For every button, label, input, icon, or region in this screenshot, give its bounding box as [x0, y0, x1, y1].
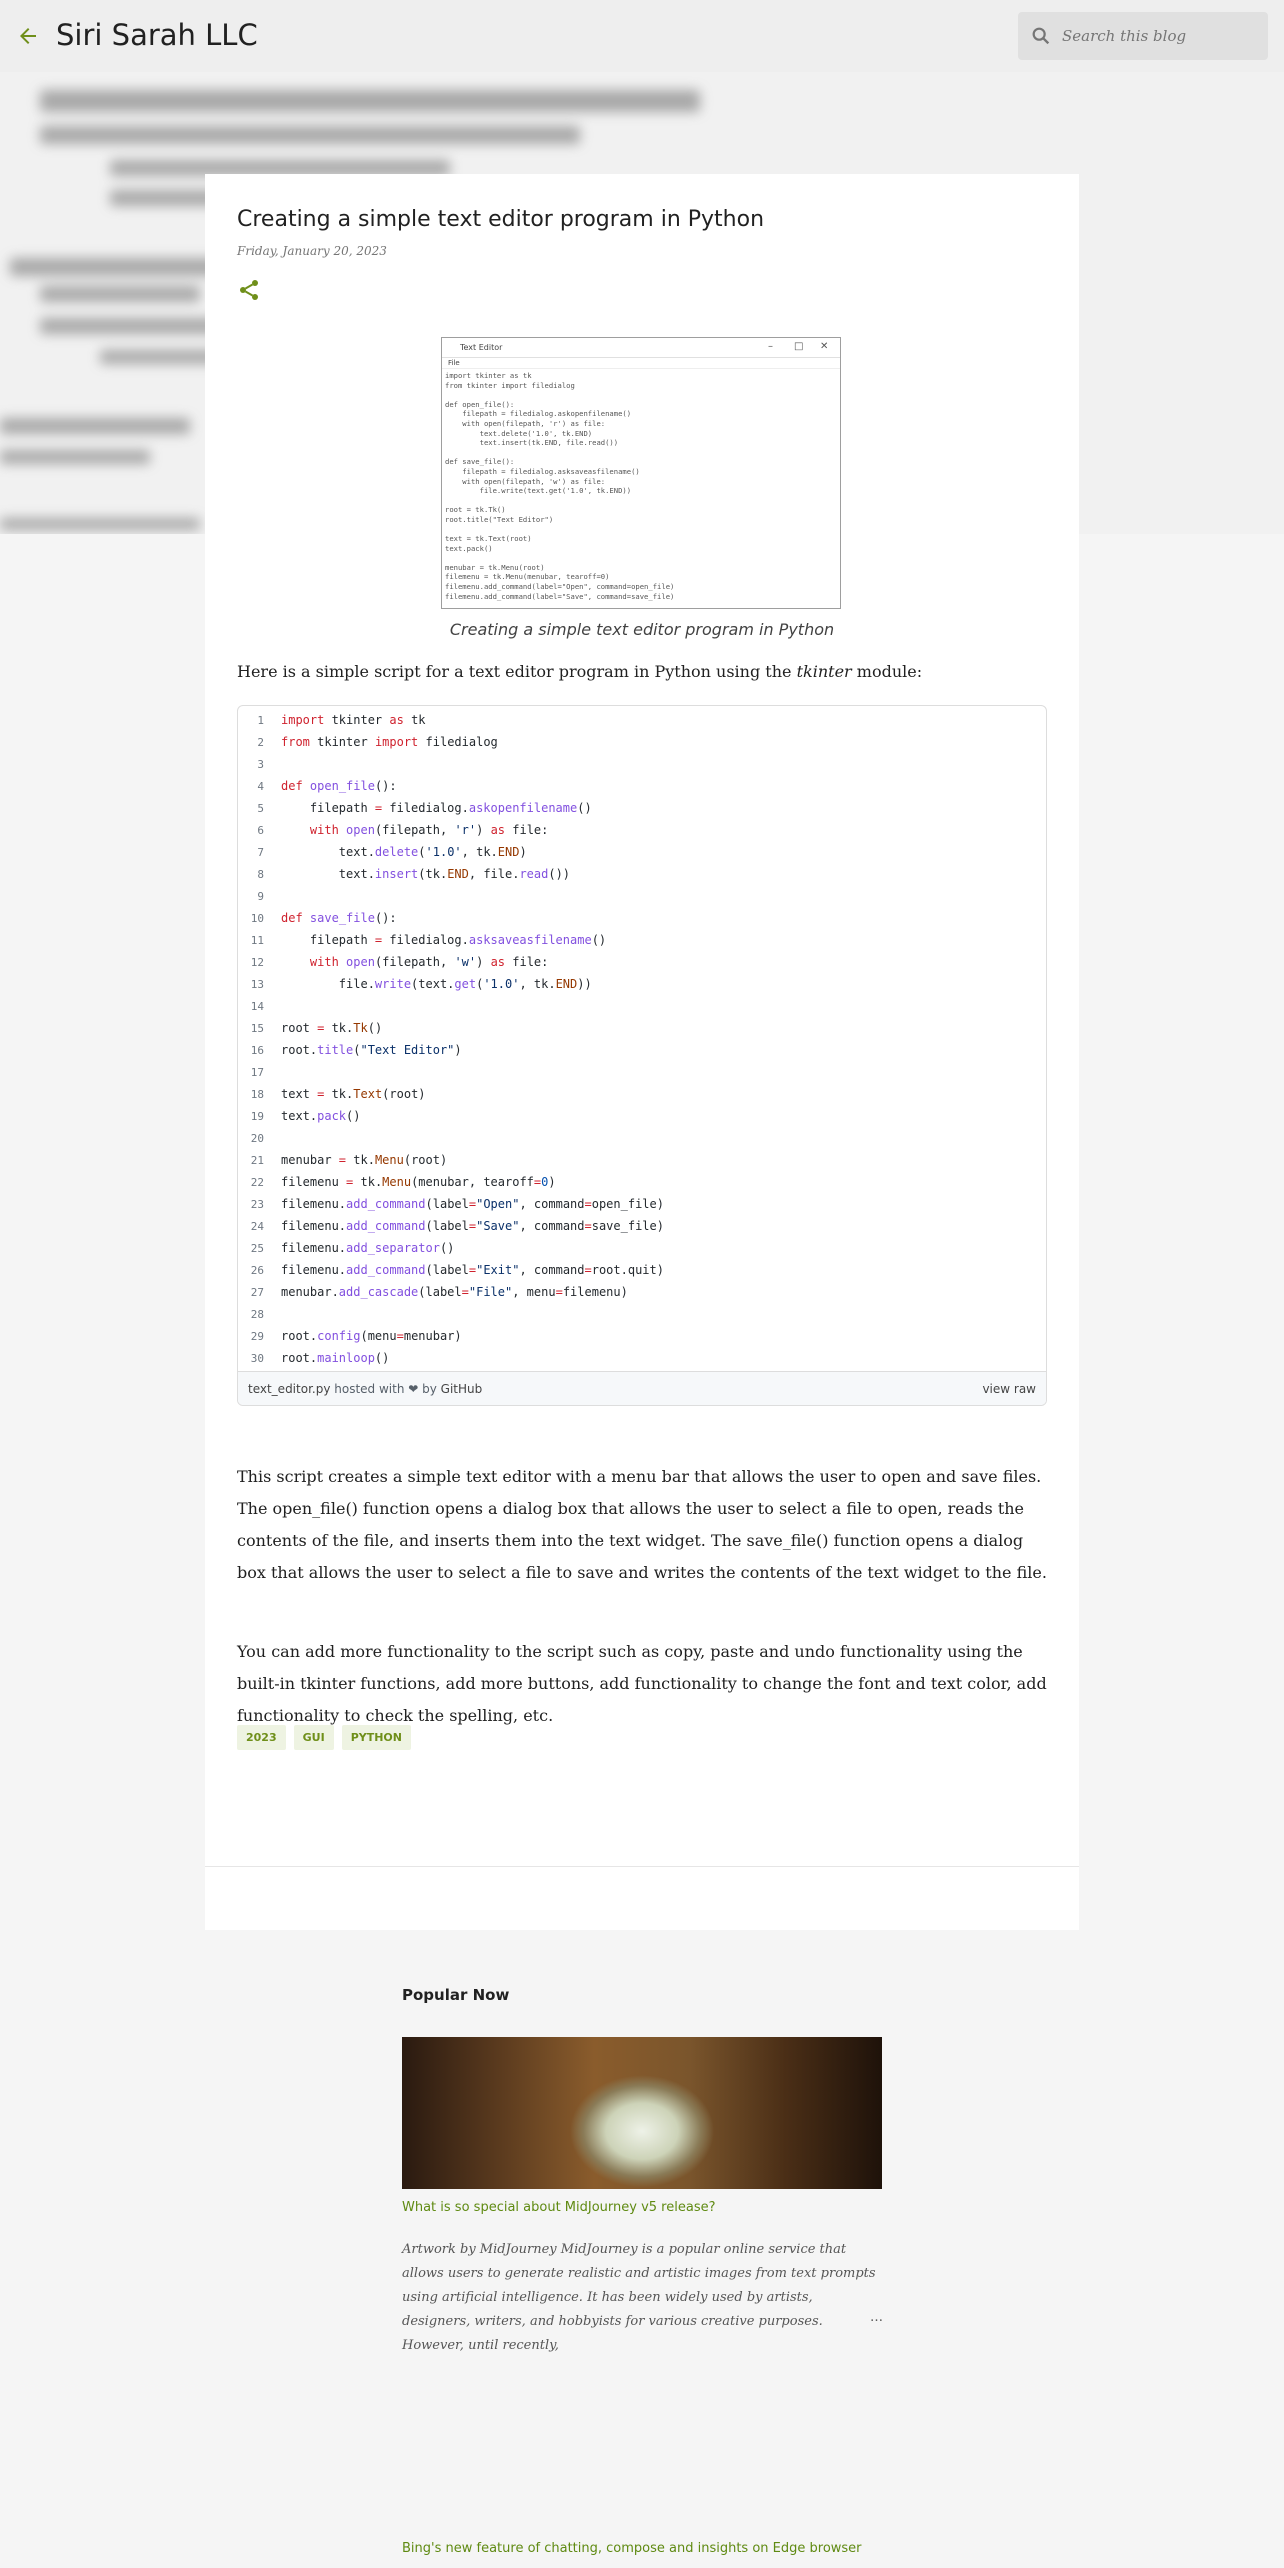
code-text: filemenu.add_command(label="Open", command=open_file) [281, 1197, 664, 1211]
code-line [238, 1193, 1046, 1215]
line-number[interactable]: 3 [257, 757, 264, 771]
line-number[interactable]: 23 [250, 1197, 264, 1211]
code-line [238, 731, 1046, 753]
gist-footer [238, 1371, 1046, 1405]
code-line [238, 1083, 1046, 1105]
line-number[interactable]: 4 [257, 779, 264, 793]
code-text: text.delete('1.0', tk.END) [281, 845, 527, 859]
gist-file-link[interactable]: text_editor.py [248, 1382, 331, 1396]
line-number[interactable]: 1 [257, 713, 264, 727]
view-raw-link[interactable]: view raw [982, 1382, 1036, 1396]
card-divider [205, 1866, 1079, 1867]
body-paragraph-1: This script creates a simple text editor with a menu bar that allows the user to open and save files. The open_file() function opens a dialog box that allows the user to select a file to open, reads the contents of the file, and inserts them into the text widget. The save_file() function opens a dialog box that allows the user to select a file to save and writes the contents of the text widget to the file. [237, 1467, 1047, 1582]
code-line [238, 1149, 1046, 1171]
line-number[interactable]: 28 [250, 1307, 264, 1321]
gist-code [238, 706, 1046, 1371]
figure-window-titlebar [442, 338, 840, 358]
code-line [238, 1303, 1046, 1325]
code-text: root.title("Text Editor") [281, 1043, 462, 1057]
blog-title[interactable]: Siri Sarah LLC [56, 18, 258, 52]
code-line [238, 775, 1046, 797]
code-line [238, 907, 1046, 929]
code-text: text.insert(tk.END, file.read()) [281, 867, 571, 881]
line-number[interactable]: 29 [250, 1329, 264, 1343]
code-line [238, 797, 1046, 819]
gist-hosted-text: hosted with ❤ by [330, 1382, 441, 1396]
code-text: filemenu.add_command(label="Exit", command=root.quit) [281, 1263, 664, 1277]
figure-window-title: Text Editor [460, 343, 503, 352]
intro-module-name: tkinter [796, 662, 852, 681]
line-number[interactable]: 19 [250, 1109, 264, 1123]
line-number[interactable]: 17 [250, 1065, 264, 1079]
code-text: root.mainloop() [281, 1351, 390, 1365]
code-line [238, 753, 1046, 775]
gist-meta [248, 1382, 482, 1396]
code-text: filemenu.add_separator() [281, 1241, 455, 1255]
code-text: text = tk.Text(root) [281, 1087, 426, 1101]
code-text: from tkinter import filedialog [281, 735, 498, 749]
code-line [238, 885, 1046, 907]
code-text: text.pack() [281, 1109, 361, 1123]
search-box[interactable] [1018, 12, 1268, 60]
code-line [238, 1215, 1046, 1237]
code-line [238, 1061, 1046, 1083]
code-line [238, 1105, 1046, 1127]
line-number[interactable]: 13 [250, 977, 264, 991]
line-number[interactable]: 15 [250, 1021, 264, 1035]
code-line [238, 863, 1046, 885]
code-text: filemenu.add_command(label="Save", command=save_file) [281, 1219, 664, 1233]
code-line [238, 929, 1046, 951]
code-text: root = tk.Tk() [281, 1021, 383, 1035]
code-line [238, 1281, 1046, 1303]
popular-post-ellipsis[interactable]: … [870, 2310, 883, 2325]
line-number[interactable]: 14 [250, 999, 264, 1013]
github-gist [237, 705, 1047, 1406]
code-text: filemenu = tk.Menu(menubar, tearoff=0) [281, 1175, 556, 1189]
post-card [205, 174, 1079, 1930]
intro-paragraph [237, 662, 922, 681]
line-number[interactable]: 11 [250, 933, 264, 947]
line-number[interactable]: 12 [250, 955, 264, 969]
figure-caption: Creating a simple text editor program in Python [449, 620, 835, 639]
tag-2023[interactable]: 2023 [237, 1725, 286, 1750]
line-number[interactable]: 27 [250, 1285, 264, 1299]
code-text: menubar.add_cascade(label="File", menu=filemenu) [281, 1285, 628, 1299]
body-paragraph-2: You can add more functionality to the script such as copy, paste and undo functionality using the built-in tkinter functions, add more buttons, add functionality to change the font and text color, add functionality to check the spelling, etc. [237, 1642, 1047, 1725]
line-number[interactable]: 2 [257, 735, 264, 749]
popular-post-title-1[interactable]: What is so special about MidJourney v5 release? [402, 2200, 716, 2215]
line-number[interactable]: 10 [250, 911, 264, 925]
code-line [238, 973, 1046, 995]
tag-python[interactable]: PYTHON [342, 1725, 411, 1750]
code-text: def open_file(): [281, 779, 397, 793]
figure-menu-label: File [442, 358, 840, 369]
post-figure-screenshot[interactable] [441, 337, 841, 609]
code-text: root.config(menu=menubar) [281, 1329, 462, 1343]
line-number[interactable]: 5 [257, 801, 264, 815]
post-title: Creating a simple text editor program in Python [237, 207, 765, 232]
line-number[interactable]: 18 [250, 1087, 264, 1101]
code-text: file.write(text.get('1.0', tk.END)) [281, 977, 592, 991]
blog-header [0, 0, 1284, 72]
code-text: with open(filepath, 'r') as file: [309, 823, 549, 837]
popular-heading: Popular Now [402, 1986, 510, 2004]
intro-text-end: module: [851, 662, 923, 681]
line-number[interactable]: 26 [250, 1263, 264, 1277]
tag-gui[interactable]: GUI [294, 1725, 334, 1750]
line-number[interactable]: 7 [257, 845, 264, 859]
line-number[interactable]: 25 [250, 1241, 264, 1255]
line-number[interactable]: 21 [250, 1153, 264, 1167]
line-number[interactable]: 9 [257, 889, 264, 903]
figure-code-text: import tkinter as tk from tkinter import filedialog def open_file(): filepath = filedialog.askopenfilename() with open(filepath, 'r') as file: text.delete('1.0', tk.END) text.insert(tk.END, file.read()) def save_file(): filepath = filedialog.asksaveasfilename() with open(filepath, 'w') as file: file.write(text.get('1.0', tk.END)) root = tk.Tk() root.title("Text Editor") text = tk.Text(root) text.pack() menubar = tk.Menu(root) filemenu = tk.Menu(menubar, tearoff=0) filemenu.add_command(label="Open", command=open_file) filemenu.add_command(label="Save", command=save_file) [445, 371, 675, 601]
code-text: filepath = filedialog.asksaveasfilename() [281, 933, 607, 947]
line-number[interactable]: 20 [250, 1131, 264, 1145]
code-line [238, 1259, 1046, 1281]
github-link[interactable]: GitHub [440, 1382, 483, 1396]
line-number[interactable]: 22 [250, 1175, 264, 1189]
line-number[interactable]: 8 [257, 867, 264, 881]
search-icon[interactable] [1030, 25, 1052, 47]
line-number[interactable]: 24 [250, 1219, 264, 1233]
popular-post-snippet-1: Artwork by MidJourney MidJourney is a popular online service that allows users to generate realistic and artistic images from text prompts using artificial intelligence. It has been widely used by artists, designers, writers, and hobbyists for various creative purposes. However, until recently, [402, 2242, 876, 2353]
code-line [238, 841, 1046, 863]
search-input[interactable] [1062, 24, 1258, 48]
back-arrow-icon[interactable] [16, 24, 40, 48]
share-icon[interactable] [237, 278, 261, 302]
line-number[interactable]: 30 [250, 1351, 264, 1365]
code-line [238, 1127, 1046, 1149]
code-line [238, 1171, 1046, 1193]
line-number[interactable]: 16 [250, 1043, 264, 1057]
popular-post-image[interactable] [402, 2037, 882, 2189]
post-tags [237, 1725, 411, 1750]
code-line [238, 1237, 1046, 1259]
popular-post-title-2[interactable]: Bing's new feature of chatting, compose and insights on Edge browser [402, 2541, 862, 2556]
code-line [238, 951, 1046, 973]
code-line [238, 1017, 1046, 1039]
code-text: import tkinter as tk [281, 713, 426, 727]
code-line [238, 1039, 1046, 1061]
code-line [238, 1347, 1046, 1369]
intro-text: Here is a simple script for a text editor program in Python using the [237, 662, 797, 681]
code-line [238, 819, 1046, 841]
code-text: def save_file(): [281, 911, 397, 925]
code-line [238, 995, 1046, 1017]
code-line [238, 709, 1046, 731]
maximize-icon: □ [794, 341, 804, 352]
code-line [238, 1325, 1046, 1347]
post-date[interactable]: Friday, January 20, 2023 [237, 244, 387, 258]
close-icon: ✕ [820, 341, 829, 352]
line-number[interactable]: 6 [257, 823, 264, 837]
code-text: menubar = tk.Menu(root) [281, 1153, 448, 1167]
minimize-icon: – [768, 341, 773, 352]
code-text: filepath = filedialog.askopenfilename() [281, 801, 592, 815]
code-text: with open(filepath, 'w') as file: [309, 955, 549, 969]
